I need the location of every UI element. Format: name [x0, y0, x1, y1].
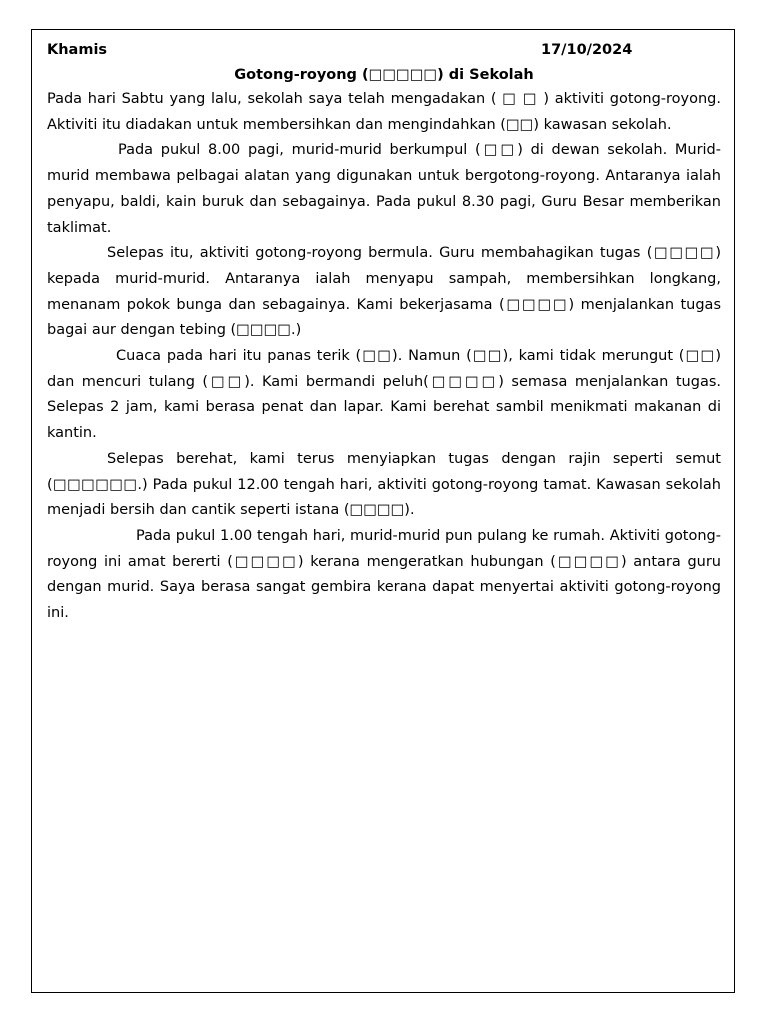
essay-title: Gotong-royong (□□□□□) di Sekolah [234, 67, 534, 83]
document-page [31, 29, 735, 993]
paragraph-1: Pada hari Sabtu yang lalu, sekolah saya telah mengadakan ( □ □ ) aktiviti gotong-royong. Aktiviti itu diadakan untuk membersihkan dan mengindahkan (□□) kawasan sekolah. [47, 91, 721, 133]
header-row [47, 42, 721, 64]
paragraph-3: Selepas itu, aktiviti gotong-royong bermula. Guru membahagikan tugas (□□□□) kepada murid-murid. Antaranya ialah menyapu sampah, membersihkan longkang, menanam pokok bunga dan sebagainya. Kami bekerjasama (□□□□) menjalankan tugas bagai aur dengan tebing (□□□□.) [47, 245, 721, 339]
paragraph-6: Pada pukul 1.00 tengah hari, murid-murid pun pulang ke rumah. Aktiviti gotong-royong ini amat bererti (□□□□) kerana mengeratkan hubungan (□□□□) antara guru dengan murid. Saya berasa sangat gembira kerana dapat menyertai aktiviti gotong-royong ini. [47, 527, 721, 622]
paragraph-2: Pada pukul 8.00 pagi, murid-murid berkumpul (□□) di dewan sekolah. Murid-murid membawa pelbagai alatan yang digunakan untuk bergotong-royong. Antaranya ialah penyapu, baldi, kain buruk dan sebagainya. Pada pukul 8.30 pagi, Guru Besar memberikan taklimat. [47, 142, 721, 236]
date-label: 17/10/2024 [541, 42, 633, 58]
paragraph-5: Selepas berehat, kami terus menyiapkan tugas dengan rajin seperti semut (□□□□□□.) Pada pukul 12.00 tengah hari, aktiviti gotong-royong tamat. Kawasan sekolah menjadi bersih dan cantik seperti istana (□□□□). [47, 450, 721, 519]
paragraph-4: Cuaca pada hari itu panas terik (□□). Namun (□□), kami tidak merungut (□□) dan mencuri tulang (□□). Kami bermandi peluh(□□□□) semasa menjalankan tugas. Selepas 2 jam, kami berasa penat dan lapar. Kami berehat sambil menikmati makanan di kantin. [47, 348, 721, 442]
day-label: Khamis [47, 42, 108, 58]
document-body [47, 42, 721, 627]
